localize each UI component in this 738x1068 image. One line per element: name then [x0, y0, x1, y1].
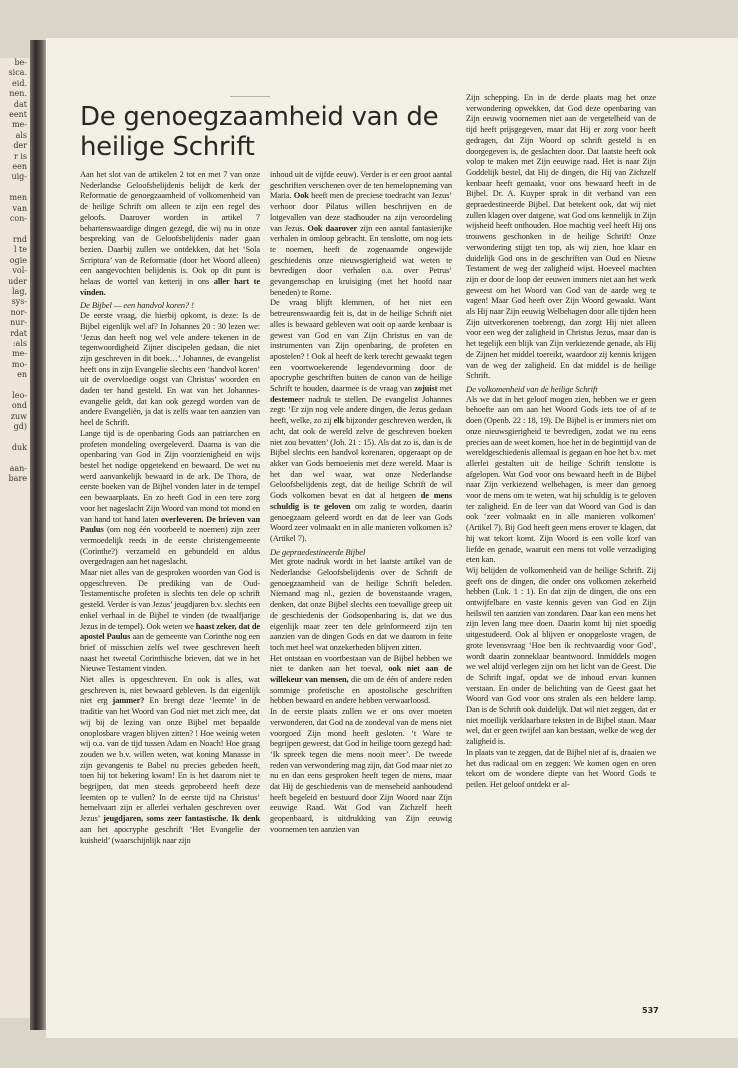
paragraph: Lange tijd is de openbaring Gods aan patriarchen en profeten mondeling overgeleverd. Daarna is van die openbaring van God in Zijn voorzienigheid en wijs bestel het nodige opgetekend en bewaard. De wet nu werd aanvankelijk bewaard in de ark. De Thora, de eerste boeken van de Bijbel vonden later in de tempel een bewaarplaats. En zo heeft God in een tere zorg voor het nageslacht Zijn Woord van mond tot mond en van hand tot hand laten overleveren. De brieven van Paulus (om nog één voorbeeld te noemen) zijn zeer vermoedelijk reeds in de eerste christengemeente (Corinthe?) verzameld en gebundeld en aldus overgedragen aan het nageslacht.: [80, 428, 260, 567]
paragraph: Als we dat in het geloof mogen zien, hebben we er geen behoefte aan om aan het Woord Gods iets toe of af te doen (Openb. 22 : 18, 19). De Bijbel is er immers niet om onze nieuwsgierigheid te bevredigen, zodat we nu eens precies aan de weet komen, hoe het in de beginttijd van de wereldgeschiedenis allemaal is gegaan en hoe het b.v. met allerlei gestalten uit de heilige Schrift tenslotte is afgelopen. Wat God voor ons bewaard heeft in de Bijbel naar Zijn verkiezend welbehagen, is meer dan genoeg voor de mens om te weten, wat hij schuldig is te geloven ter zaligheid. En de leer van dat Woord van God is dan ook ‘zeer volmaakt en in alle manieren volkomen’ (Artikel 7). Bij God heeft geen mens erover te klagen, dat hij wat tekort komt. Zijn Woord is een volle korf van liefde en genade, waaruit een mens tot volle verzadiging eten kan.: [466, 394, 657, 565]
paragraph: Maar niet alles van de gesproken woorden van God is opgeschreven. De prediking van de Oud-Testamentische profeten is slechts ten dele op schrift gesteld. Verder is van Jezus’ jeugdjaren b.v. slechts een enkel verhaal in de Bijbel te vinden (de twaalfjarige Jezus in de tempel). Ook weten we haast zeker, dat de apostel Paulus aan de gemeente van Corinthe nog een brief of misschien zelfs wel twee geschreven heeft naast het tweetal Corinthische brieven, dat we in het Nieuwe Testament vinden.: [80, 568, 261, 674]
paragraph: De vraag blijft klemmen, of het niet een betreurenswaardig feit is, dat in de heilige Schrift niet alles is bewaard gebleven wat ooit op aarde kenbaar is gewest van God en van Zijn Christus en van de instrumenten van Zijn openbaring, de profeten en apostelen? ! Ook al heeft de kerk terecht gewaakt tegen een voortwoekerende legendevorming door de apocryphe geschriften buiten de canon van de heilige Schrift te houden, daarmee is de vraag van zojuist met destemeer nadruk te stellen. De evangelist Johannes zegt: ‘Er zijn nog vele andere dingen, die Jezus gedaan heeft, welke, zo zij elk bijzonder geschreven werden, ik acht, dat ook de wereld zelve de geschreven boeken niet zou bevatten’ (Joh. 21 : 15). Als dat zo is, dan is de Bijbel slechts een handvol korenaren, opgeraapt op de akker van Gods bemoeienis met deze wereld. Maar is het dan wel waar, wat onze Nederlandse Geloofsbelijdenis zegt, dat de heilige Schrift de wil Gods volkomen bevat en dat al hetgeen de mens schuldig is te geloven om zalig te worden, daarin genoegzaam geleerd wordt en dat de leer van Gods Woord zeer volmaakt en in alle manieren volkomen is? (Artikel 7).: [270, 298, 452, 543]
page-number: 537: [642, 1006, 659, 1015]
previous-page-text-fragments: be- sica. eid. nen. dat eent me- als der r is een uig- men van con- rnd l te ogie vol- uder lag, sys- nor- nur- rdat :als me- mo- en leo- ond zuw gd) duk aan- bare: [8, 58, 27, 484]
paragraph: Zijn schepping. En in de derde plaats mag het onze verwondering opwekken, dat God deze openbaring van Zijn eeuwig voornemen niet aan de vergetelheid van de tijd heeft prijsgegeven, maar dat Hij er zorg voor heeft gedragen, dat Zijn Woord op schrift gesteld is en doorgegeven is, de geslachten door. Dat laatste heeft ook volop te maken met Zijn eeuwige raad. Het is naar Zijn Goddelijk bestel, dat Hij de dingen, die Hij van Zichzelf kenbaar heeft gemaakt, voor ons bewaard heeft in de Bijbel. Dr. A. Kuyper sprak in dit verband van een gepraedestineerde Bijbel. Dat betekent ook, dat wij niet zullen klagen over datgene, wat God ons kennelijk in Zijn wijsheid heeft onthouden. Hoe machtig veel heeft Hij ons trouwens geschonken in de heilige Schrift! Onze verwondering stijgt ten top, als wij zien, hoe klaar en duidelijk God ons in de geschriften van Oud en Nieuw Testament de weg der zaligheid wijst. Hoeveel machten zijn er door de loop der eeuwen immers niet aan het werk geweest om het Woord van God van de aarde weg te vagen! Maar God heeft over Zijn Woord gewaakt. Want als Hij naar Zijn eeuwig Welbehagen door alle tijden heen Zijn uitverkorenen toebrengt, dan zorgt Hij niet alleen voor een weg der zaligheid in Christus Jezus, maar dan is het tegelijk een blijk van Zijn verkiezende genade, als Hij de Zijnen het middel toereikt, waardoor zij kennis krijgen van de weg der zaligheid. En dat middel is de heilige Schrift.: [466, 93, 656, 381]
paragraph: De eerste vraag, die hierbij opkomt, is deze: Is de Bijbel eigenlijk wel af? In Johannes 20 : 30 lezen we: ‘Jezus dan heeft nog wel vele andere tekenen in de tegenwoordigheid Zijner discipelen gedaan, die niet zijn geschreven in dit boek…’ Johannes, de evangelist heeft ons in zijn Evangelie slechts een ‘handvol koren’ uit de overvloedige oogst van Christus’ woorden en daden ter hand gesteld. En wat van het Johannes-evangelie geldt, dat kan ook gezegd worden van de andere Evangeliën, ja dat is zelfs waar ten aanzien van heel de Schrift.: [80, 311, 260, 428]
article-headline: De genoegzaamheid van de heilige Schrift: [80, 102, 439, 162]
paragraph: In de eerste plaats zullen we er ons over moeten verwonderen, dat God na de zondeval van de mens niet voorgoed Zijn mond heeft gesloten. ‘t Ware te begrijpen geweest, dat God in heilige toorn gezegd had: ‘Ik spreek tegen die mens nooit meer’. De tweede reden van verwondering mag zijn, dat God maar niet zo nu en dan eens gesproken heeft tegen de mens, maar dat Hij de geschiedenis van de menseheid aanhoudend heeft begeleid en bestuurd door Zijn Woord naar Zijn eeuwige Raad. Wat God van Zichzelf heeft geopenbaard, is uitdrukking van Zijn eeuwig voornemen ten aanzien van: [270, 707, 452, 834]
paragraph: Aan het slot van de artikelen 2 tot en met 7 van onze Nederlandse Geloofsbelijdenis belijdt de kerk der Reformatie de genoegzaamheid of volkomenheid van de heilige Schrift om alleen te zijn een regel des geloofs. Daarover worden in artikel 7 behartenswaardige dingen gezegd, die wij nu in onze bespreking van de Geloofsbelijdenis nader gaan bezien. Daarbij zullen we ontdekken, dat het ‘Sola Scriptura’ van de Reformatie (door het Woord alleen) een aangevochten belijdenis is. Ook op dit punt is helaas de wortel van ketterij in ons aller hart te vinden.: [80, 170, 260, 297]
header-rule: [230, 96, 270, 97]
paragraph: In plaats van te zeggen, dat de Bijbel niet af is, draaien we het dus radicaal om en zeggen: We komen ogen en oren tekort om de wondere diepte van het Woord Gods te peilen. Het geloof ontdekt er al-: [466, 747, 656, 789]
paragraph: Met grote nadruk wordt in het laatste artikel van de Nederlandse Geloofsbelijdenis over de Schrift de genoegzaamheid van de heilige Schrift beleden. Niemand mag nl., gezien de bovenstaande vragen, denken, dat onze Bijbel slechts een toevallige greep uit de geschiedenis der Godsopenbaring is, dat we dus eigenlijk maar zeer ten dele geïnformeerd zijn ten aanzien van de dingen Gods en dat we daarom in feite toch met heel wat onzekerheden blijven zitten.: [270, 557, 452, 652]
text-column-3: [466, 93, 656, 791]
paragraph: Wij belijden de volkomenheid van de heilige Schrift. Zij geeft ons de dingen, die onder ons volkomen zekerheid hebben (Luk. 1 : 1). En dat zijn de dingen, die ons een ontwijfelbare en vaste kennis geven van God en Zijn heilswil ten aanzien van zondaren. Daar kan een mens het zijn leven lang mee doen. Daarin komt hij niet spoedig uitgestudeerd. Ook al blijven er onopgeloste vragen, de grote levensvraag ‘Hoe ben ik rechtvaardig voor God’, wordt daarin zonneklaar beantwoord. Inmiddels mogen we wel altijd verlegen zijn om het licht van de Geest. Die de Schrift ingaf, opdat we de inhoud ervan kunnen verstaan. En onder de belichting van de Geest gaat het Woord van God voor ons stralen als een heldere lamp. Dan is de Schrift ook duidelijk. Dat wil niet zeggen, dat er niet moeilijk verklaarbare teksten in de Bijbel staan. Maar wel, dat er geen twijfel aan kan bestaan, welke de weg der zaligheid is.: [466, 565, 656, 747]
paragraph: Niet alles is opgeschreven. En ook is alles, wat geschreven is, niet bewaard gebleven. Is dat eigenlijk niet erg jammer? En brengt deze ‘leemte’ in de traditie van het Woord van God niet met zich mee, dat wij bij de lezing van onze Bijbel met bepaalde onoplosbare vragen blijven zitten? ! Hoe weinig weten wij o.a. van de tijd tussen Adam en Noach! Hoe graag zouden we b.v. willen weten, wat koning Manasse in zijn gevangenis te Babel nu precies gebeden heeft, toen hij tot bekering kwam! En is het daarom niet te begrijpen, dat men steeds geprobeerd heeft deze leemten op te vullen? In de eerste tijd na Christus’ hemelvaart zijn er allerlei verhalen geschreven over Jezus’ jeugdjaren, soms zeer fantastische. Ik denk aan het apocryphe geschrift ‘Het Evangelie der kuisheid’ (waarschijnlijk naar zijn: [80, 675, 261, 845]
paragraph: inhoud uit de vijfde eeuw). Verder is er een groot aantal geschriften verschenen over de ten hemelopneming van Maria. Ook heeft men de preciese toedracht van Jezus’ verhoor door Pilatus willen beschrijven en de lotgevallen van deze stadhouder na zijn veroordeling van Jezus. Ook daarover zijn een aantal fantasierijke verhalen in omloop gebracht. En tenslotte, om nog iets te noemen, heeft de zogenaamde ongewijde geschiedenis onze nieuwsgierigheid wat weten te bevredigen door verhalen o.a. over Petrus’ gevangenschap en kruisiging (met het hoofd naar beneden) te Rome.: [270, 170, 452, 297]
section-heading: De gepraedestineerde Bijbel: [270, 546, 366, 557]
section-heading: De Bijbel — een handvol koren? !: [80, 300, 194, 311]
text-column-1: [80, 170, 260, 846]
book-gutter: [30, 40, 46, 1030]
previous-page-edge: [0, 58, 30, 1018]
text-column-2: [270, 170, 452, 836]
paragraph: Het ontstaan en voortbestaan van de Bijbel hebben we niet te danken aan het toeval, ook niet aan de willekeur van mensen, die om de één of andere reden sommige profetische en apostolische geschriften hebben bewaard en andere hebben verwaarloosd.: [270, 653, 452, 706]
section-heading: De volkomenheid van de heilige Schrift: [466, 383, 598, 394]
